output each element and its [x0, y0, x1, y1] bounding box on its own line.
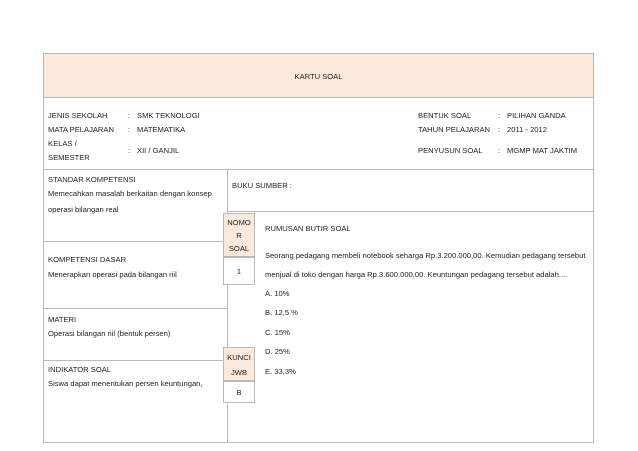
- nomor-soal-value: 1: [223, 257, 255, 285]
- standar-kompetensi-text: operasi bilangan real: [48, 205, 119, 214]
- indikator-soal-label: INDIKATOR SOAL: [48, 365, 112, 374]
- answer-option: B. 12,5 %: [265, 308, 298, 317]
- section-divider: [43, 308, 227, 309]
- materi-text: Operasi bilangan riil (bentuk persen): [48, 329, 171, 338]
- kompetensi-dasar-label: KOMPETENSI DASAR: [48, 255, 127, 264]
- colon: :: [128, 125, 131, 134]
- question-text: Seorang pedagang membeli notebook seharga Rp.3.200.000,00. Kemudian pedagang tersebut: [265, 251, 586, 260]
- answer-option: D. 25%: [265, 347, 290, 356]
- question-text: menjual di toko dengan harga Rp.3.600.000,00. Keuntungan pedagang tersebut adalah....: [265, 270, 568, 279]
- rumusan-label: RUMUSAN BUTIR SOAL: [265, 224, 351, 233]
- mata-pelajaran-label: MATA PELAJARAN: [48, 125, 114, 134]
- kompetensi-dasar-text: Menerapkan operasi pada bilangan riil: [48, 270, 177, 279]
- colon: :: [128, 146, 131, 155]
- kelas-value: XII / GANJIL: [137, 146, 180, 155]
- tahun-pelajaran-value: 2011 - 2012: [507, 125, 547, 134]
- standar-kompetensi-text: Memecahkan masalah berkaitan dengan konsep: [48, 189, 212, 198]
- standar-kompetensi-label: STANDAR KOMPETENSI: [48, 175, 136, 184]
- section-divider: [43, 241, 227, 242]
- title-band: [43, 53, 594, 98]
- card-title: KARTU SOAL: [294, 72, 343, 81]
- kelas-label-line1: KELAS /: [48, 139, 77, 148]
- mata-pelajaran-value: MATEMATIKA: [137, 125, 186, 134]
- penyusun-soal-value: MGMP MAT JAKTIM: [507, 146, 578, 155]
- kunci-jawaban-value: B: [223, 381, 255, 403]
- nomor-soal-header: [223, 213, 255, 257]
- bentuk-soal-value: PILIHAN GANDA: [507, 111, 566, 120]
- answer-option: A. 10%: [265, 289, 290, 298]
- kunci-jawaban-label: JWB: [230, 368, 248, 377]
- colon: :: [498, 146, 501, 155]
- section-divider: [43, 360, 227, 361]
- penyusun-soal-label: PENYUSUN SOAL: [418, 146, 483, 155]
- answer-option: E. 33,3%: [265, 367, 296, 376]
- kelas-label-line2: SEMESTER: [48, 153, 90, 162]
- nomor-soal-label: SOAL: [228, 244, 250, 253]
- buku-sumber-label: BUKU SUMBER :: [232, 181, 292, 190]
- colon: :: [128, 111, 131, 120]
- buku-sumber-divider: [227, 211, 594, 212]
- tahun-pelajaran-label: TAHUN PELAJARAN: [418, 125, 491, 134]
- colon: :: [498, 125, 501, 134]
- bentuk-soal-label: BENTUK SOAL: [418, 111, 472, 120]
- nomor-soal-label: R: [236, 231, 242, 240]
- materi-label: MATERI: [48, 315, 77, 324]
- answer-option: C. 15%: [265, 328, 290, 337]
- colon: :: [498, 111, 501, 120]
- kunci-jawaban-label: KUNCI: [227, 353, 251, 362]
- kunci-jawaban-header: [223, 347, 255, 381]
- nomor-soal-label: NOMO: [227, 218, 251, 227]
- jenis-sekolah-label: JENIS SEKOLAH: [48, 111, 108, 120]
- header-divider: [43, 169, 594, 170]
- jenis-sekolah-value: SMK TEKNOLOGI: [137, 111, 200, 120]
- indikator-soal-text: Siswa dapat menentukan persen keuntungan,: [48, 379, 203, 388]
